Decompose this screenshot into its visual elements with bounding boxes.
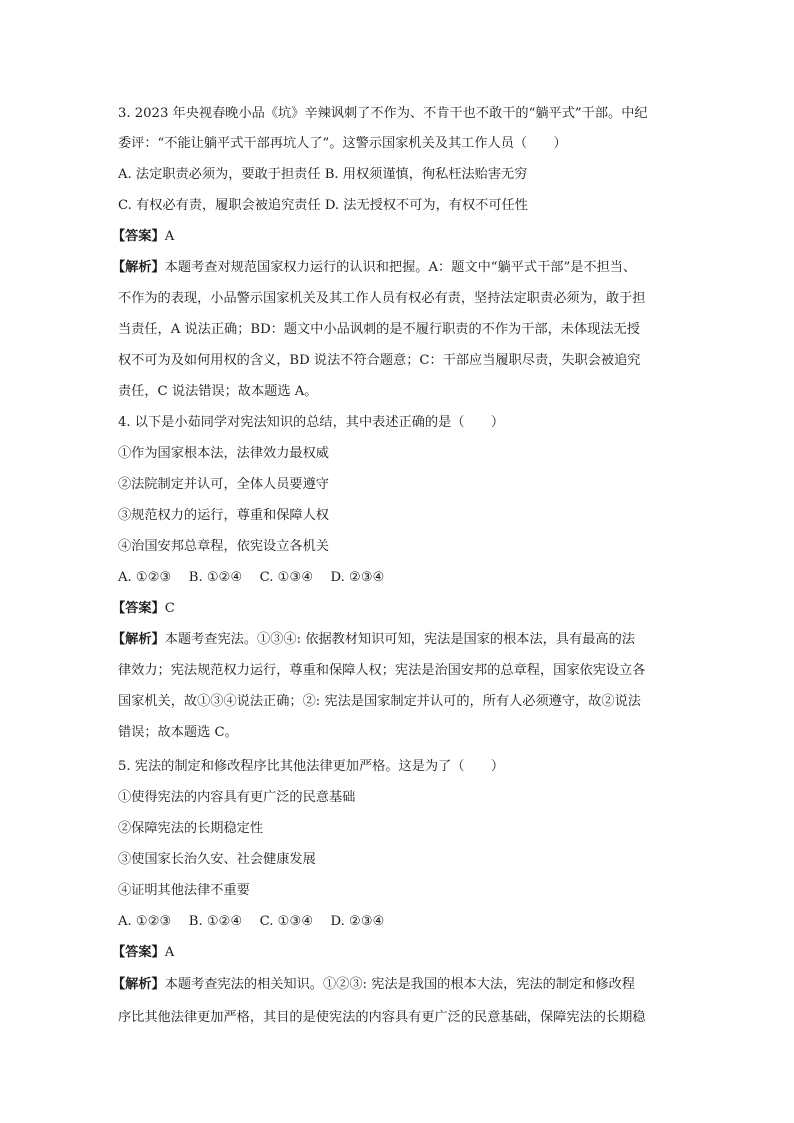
- q5-item-3: ③使国家长治久安、社会健康发展: [118, 852, 316, 867]
- analysis-text: 本题考查宪法。①③④: 依据教材知识可知，宪法是国家的根本法，具有最高的法: [164, 632, 635, 647]
- q5-item-4: ④证明其他法律不重要: [118, 883, 250, 898]
- analysis-text: 本题考查对规范国家权力运行的认识和把握。A：题文中“躺平式干部”是不担当、: [164, 260, 637, 275]
- analysis-tag: 【解析】: [112, 977, 165, 992]
- q5-analysis-line-2: 序比其他法律更加严格，其目的是使宪法的内容具有更广泛的民意基础，保障宪法的长期稳: [118, 1010, 646, 1025]
- analysis-tag: 【解析】: [112, 632, 165, 647]
- q3-analysis-line-2: 不作为的表现，小品警示国家机关及其工作人员有权必有责，坚持法定职责必须为，敢于担: [118, 291, 646, 306]
- q4-analysis-line-2: 律效力；宪法规范权力运行，尊重和保障人权；宪法是治国安邦的总章程，国家依宪设立各: [118, 663, 646, 678]
- answer-tag: 【答案】: [112, 229, 165, 244]
- q4-analysis-line-1: [112, 630, 672, 650]
- answer-value: C: [164, 601, 175, 616]
- answer-value: A: [164, 945, 175, 960]
- q3-answer: [112, 227, 672, 247]
- q4-stem: 4. 以下是小茹同学对宪法知识的总结，其中表述正确的是（ ）: [118, 415, 505, 430]
- answer-tag: 【答案】: [112, 945, 165, 960]
- q5-stem: 5. 宪法的制定和修改程序比其他法律更加严格。这是为了（ ）: [118, 759, 505, 774]
- q5-item-1: ①使得宪法的内容具有更广泛的民意基础: [118, 790, 356, 805]
- q4-analysis-line-3: 国家机关，故①③④说法正确；②: 宪法是国家制定并认可的，所有人必须遵守，故②说法: [118, 694, 641, 709]
- answer-tag: 【答案】: [112, 601, 165, 616]
- q4-item-3: ③规范权力的运行，尊重和保障人权: [118, 508, 329, 523]
- q3-analysis-line-4: 权不可为及如何用权的含义，BD 说法不符合题意；C：干部应当履职尽责，失职会被追究: [118, 353, 641, 368]
- q4-item-1: ①作为国家根本法，法律效力最权威: [118, 446, 329, 461]
- q3-options-line-1: A. 法定职责必须为，要敢于担责任 B. 用权须谨慎，徇私枉法贻害无穷: [118, 167, 528, 182]
- q3-analysis-line-3: 当责任，A 说法正确；BD：题文中小品讽刺的是不履行职责的不作为干部，未体现法无授: [118, 322, 640, 337]
- q4-item-2: ②法院制定并认可，全体人员要遵守: [118, 477, 329, 492]
- q3-stem-line-1: 3. 2023 年央视春晚小品《坑》辛辣讽刺了不作为、不肯干也不敢干的“躺平式”干部。中纪: [118, 106, 648, 121]
- q5-options: A. ①②③ B. ①②④ C. ①③④ D. ②③④: [118, 914, 385, 929]
- q3-options-line-2: C. 有权必有责，履职会被追究责任 D. 法无授权不可为，有权不可任性: [118, 198, 528, 213]
- q5-analysis-line-1: [112, 975, 672, 995]
- q5-answer: [112, 943, 672, 963]
- q4-analysis-line-4: 错误；故本题选 C。: [118, 725, 238, 740]
- q3-stem-line-2: 委评：“不能让躺平式干部再坑人了”。这警示国家机关及其工作人员（ ）: [118, 136, 567, 151]
- q4-item-4: ④治国安邦总章程，依宪设立各机关: [118, 539, 329, 554]
- q4-options: A. ①②③ B. ①②④ C. ①③④ D. ②③④: [118, 570, 385, 585]
- q3-analysis-line-1: [112, 258, 672, 278]
- analysis-tag: 【解析】: [112, 260, 165, 275]
- q3-analysis-line-5: 责任，C 说法错误；故本题选 A。: [118, 384, 318, 399]
- q5-item-2: ②保障宪法的长期稳定性: [118, 821, 264, 836]
- answer-value: A: [164, 229, 175, 244]
- analysis-text: 本题考查宪法的相关知识。①②③: 宪法是我国的根本大法，宪法的制定和修改程: [164, 977, 635, 992]
- q4-answer: [112, 599, 672, 619]
